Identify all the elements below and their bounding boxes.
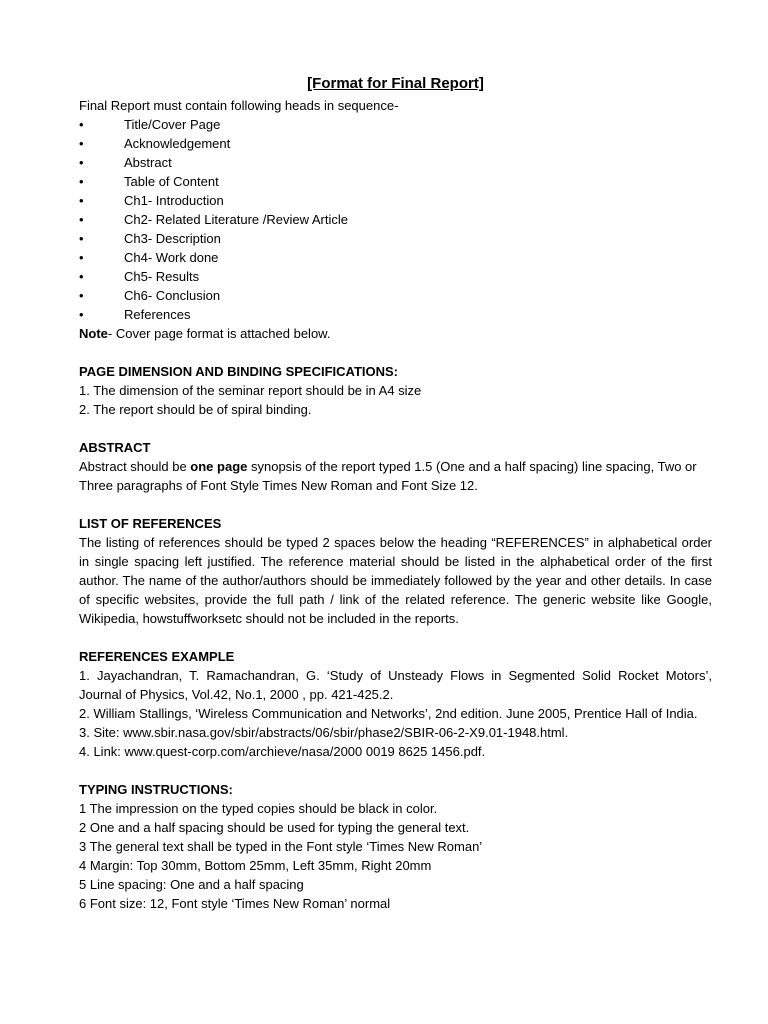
bullet-icon: • <box>79 231 84 246</box>
page-dimension-line: 1. The dimension of the seminar report should be in A4 size <box>79 383 422 398</box>
bullet-icon: • <box>79 307 84 322</box>
typing-instruction-line: 3 The general text shall be typed in the Font style ‘Times New Roman’ <box>79 839 483 854</box>
bullet-icon: • <box>79 136 84 151</box>
typing-instruction-line: 2 One and a half spacing should be used for typing the general text. <box>79 820 470 835</box>
bullet-icon: • <box>79 250 84 265</box>
list-item: • Ch5- Results <box>79 269 200 284</box>
typing-instructions-heading: TYPING INSTRUCTIONS: <box>79 782 233 797</box>
bullet-icon: • <box>79 193 84 208</box>
bullet-icon: • <box>79 174 84 189</box>
list-item: • References <box>79 307 191 322</box>
abstract-text: Abstract should be one page synopsis of the report typed 1.5 (One and a half spacing) line spacing, Two or Three paragraphs of Font Style Times New Roman and Font Size 12. <box>79 459 697 493</box>
abstract-heading: ABSTRACT <box>79 440 151 455</box>
intro-text: Final Report must contain following heads in sequence- <box>79 98 399 113</box>
note-text: Note- Cover page format is attached below. <box>79 326 331 341</box>
list-of-references-text: The listing of references should be typed 2 spaces below the heading “REFERENCES” in alphabetical order in single spacing left justified. The reference material should be listed in the alphabetical order of the first author. The name of the author/authors should be immediately followed by the year and other details. In case of specific websites, provide the full path / link of the related reference. The generic website like Google, Wikipedia, howstuffworksetc should not be included in the reports. <box>79 535 712 626</box>
bullet-icon: • <box>79 269 84 284</box>
reference-item: 4. Link: www.quest-corp.com/archieve/nasa/2000 0019 8625 1456.pdf. <box>79 744 486 759</box>
list-item: • Ch6- Conclusion <box>79 288 221 303</box>
list-item: • Ch4- Work done <box>79 250 219 265</box>
typing-instruction-line: 1 The impression on the typed copies should be black in color. <box>79 801 438 816</box>
page-title: [Format for Final Report] <box>307 75 484 92</box>
note-label: Note <box>79 326 108 341</box>
bullet-icon: • <box>79 212 84 227</box>
bullet-icon: • <box>79 117 84 132</box>
bullet-icon: • <box>79 155 84 170</box>
list-item: • Abstract <box>79 155 172 170</box>
list-of-references-heading: LIST OF REFERENCES <box>79 516 222 531</box>
reference-item: 3. Site: www.sbir.nasa.gov/sbir/abstracts/06/sbir/phase2/SBIR-06-2-X9.01-1948.html. <box>79 725 569 740</box>
list-item: • Ch2- Related Literature /Review Article <box>79 212 348 227</box>
document-page <box>79 74 712 913</box>
reference-item: 2. William Stallings, ‘Wireless Communication and Networks’, 2nd edition. June 2005, Prentice Hall of India. <box>79 706 698 721</box>
heads-list <box>79 115 712 324</box>
typing-instruction-line: 6 Font size: 12, Font style ‘Times New Roman’ normal <box>79 896 391 911</box>
references-example-heading: REFERENCES EXAMPLE <box>79 649 235 664</box>
bullet-icon: • <box>79 288 84 303</box>
page-dimension-heading: PAGE DIMENSION AND BINDING SPECIFICATIONS: <box>79 364 398 379</box>
list-item: • Table of Content <box>79 174 219 189</box>
page-dimension-line: 2. The report should be of spiral binding. <box>79 402 312 417</box>
typing-instruction-line: 4 Margin: Top 30mm, Bottom 25mm, Left 35mm, Right 20mm <box>79 858 432 873</box>
list-item: • Title/Cover Page <box>79 117 221 132</box>
list-item: • Ch3- Description <box>79 231 221 246</box>
list-item: • Ch1- Introduction <box>79 193 224 208</box>
list-item: • Acknowledgement <box>79 136 231 151</box>
reference-item: 1. Jayachandran, T. Ramachandran, G. ‘Study of Unsteady Flows in Segmented Solid Rocket Motors’, Journal of Physics, Vol.42, No.1, 2000 , pp. 421-425.2. <box>79 668 712 702</box>
typing-instruction-line: 5 Line spacing: One and a half spacing <box>79 877 304 892</box>
